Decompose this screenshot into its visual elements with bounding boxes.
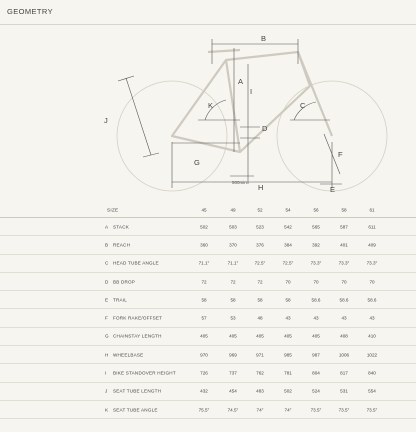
row-value: 58.6 xyxy=(339,297,349,303)
size-col: 45 xyxy=(201,207,207,213)
row-value: 57 xyxy=(201,315,207,321)
row-value: 726 xyxy=(200,370,208,376)
row-letter: I xyxy=(105,370,107,376)
row-value: 58.6 xyxy=(367,297,377,303)
row-label: STACK xyxy=(113,224,129,230)
row-value: 405 xyxy=(256,333,264,339)
min-label: 500min xyxy=(232,180,247,185)
row-value: 43 xyxy=(313,315,319,321)
label-d: D xyxy=(262,124,268,133)
row-value: 1006 xyxy=(338,352,350,358)
row-label: WHEELBASE xyxy=(113,352,144,358)
row-value: 71.1° xyxy=(198,260,210,266)
table-row xyxy=(0,236,416,254)
row-letter: C xyxy=(105,260,109,266)
table-row xyxy=(0,401,416,419)
row-value: 985 xyxy=(284,352,292,358)
table-row xyxy=(0,218,416,236)
table-row xyxy=(0,273,416,291)
row-value: 611 xyxy=(368,224,376,230)
row-value: 75.5° xyxy=(198,407,210,413)
row-value: 72.5° xyxy=(282,260,294,266)
row-value: 969 xyxy=(229,352,237,358)
row-value: 524 xyxy=(312,388,320,394)
row-value: 73.3° xyxy=(310,260,322,266)
row-value: 74° xyxy=(284,407,292,413)
row-value: 971 xyxy=(256,352,264,358)
row-value: 409 xyxy=(368,242,376,248)
row-value: 401 xyxy=(340,242,348,248)
row-value: 70 xyxy=(341,279,347,285)
row-value: 987 xyxy=(312,352,320,358)
row-value: 762 xyxy=(256,370,264,376)
header xyxy=(0,0,416,25)
row-value: 410 xyxy=(368,333,376,339)
row-value: 58.6 xyxy=(311,297,321,303)
row-value: 483 xyxy=(256,388,264,394)
row-value: 58 xyxy=(257,297,263,303)
table-row xyxy=(0,383,416,401)
row-letter: D xyxy=(105,279,109,285)
label-j: J xyxy=(104,116,108,125)
size-col: 52 xyxy=(257,207,263,213)
row-value: 804 xyxy=(312,370,320,376)
row-value: 781 xyxy=(284,370,292,376)
row-label: REACH xyxy=(113,242,131,248)
row-value: 565 xyxy=(312,224,320,230)
page-title: GEOMETRY xyxy=(7,7,53,16)
row-value: 73.5° xyxy=(366,407,378,413)
label-e: E xyxy=(330,185,336,194)
dimension-lines xyxy=(118,39,342,188)
label-h: H xyxy=(258,183,264,192)
row-value: 73.3° xyxy=(338,260,350,266)
label-c: C xyxy=(300,101,306,110)
table-row xyxy=(0,328,416,346)
row-value: 43 xyxy=(341,315,347,321)
row-value: 73.5° xyxy=(338,407,350,413)
row-value: 72 xyxy=(201,279,207,285)
row-letter: A xyxy=(105,224,109,230)
row-value: 72 xyxy=(257,279,263,285)
row-value: 502 xyxy=(200,224,208,230)
row-letter: J xyxy=(105,388,108,394)
row-value: 71.1° xyxy=(227,260,239,266)
row-value: 73.5° xyxy=(310,407,322,413)
row-value: 817 xyxy=(340,370,348,376)
row-letter: K xyxy=(105,407,109,413)
row-value: 384 xyxy=(284,242,292,248)
table-row xyxy=(0,291,416,309)
row-value: 360 xyxy=(200,242,208,248)
row-value: 587 xyxy=(340,224,348,230)
size-col: 61 xyxy=(369,207,375,213)
row-value: 70 xyxy=(369,279,375,285)
row-label: SEAT TUBE LENGTH xyxy=(113,388,162,394)
row-value: 376 xyxy=(256,242,264,248)
row-value: 405 xyxy=(312,333,320,339)
row-value: 1022 xyxy=(366,352,378,358)
row-value: 43 xyxy=(285,315,291,321)
row-value: 58 xyxy=(201,297,207,303)
row-value: 737 xyxy=(229,370,237,376)
table-header xyxy=(0,203,416,218)
bike-frame xyxy=(172,50,332,152)
row-value: 432 xyxy=(200,388,208,394)
label-a: A xyxy=(238,77,244,86)
row-value: 503 xyxy=(229,224,237,230)
row-value: 542 xyxy=(284,224,292,230)
label-b: B xyxy=(261,34,267,43)
row-value: 392 xyxy=(312,242,320,248)
table-row xyxy=(0,255,416,273)
label-g: G xyxy=(194,158,200,167)
row-value: 74.5° xyxy=(227,407,239,413)
label-k: K xyxy=(208,101,214,110)
row-value: 840 xyxy=(368,370,376,376)
label-i: I xyxy=(250,87,253,96)
row-value: 408 xyxy=(340,333,348,339)
size-col: 58 xyxy=(341,207,347,213)
row-value: 523 xyxy=(256,224,264,230)
row-value: 72 xyxy=(230,279,236,285)
row-value: 454 xyxy=(229,388,237,394)
geometry-diagram xyxy=(0,24,416,200)
row-value: 502 xyxy=(284,388,292,394)
row-label: HEAD TUBE ANGLE xyxy=(113,260,159,266)
row-letter: E xyxy=(105,297,109,303)
row-value: 554 xyxy=(368,388,376,394)
row-label: TRAIL xyxy=(113,297,128,303)
row-label: FORK RAKE/OFFSET xyxy=(113,315,163,321)
row-letter: H xyxy=(105,352,109,358)
geometry-table xyxy=(0,203,416,419)
row-label: BB DROP xyxy=(113,279,136,285)
table-row xyxy=(0,346,416,364)
row-value: 405 xyxy=(229,333,237,339)
size-header: SIZE xyxy=(107,207,119,213)
size-col: 54 xyxy=(285,207,291,213)
row-value: 74° xyxy=(256,407,264,413)
size-col: 56 xyxy=(313,207,319,213)
row-label: CHAINSTAY LENGTH xyxy=(113,333,162,339)
row-label: SEAT TUBE ANGLE xyxy=(113,407,158,413)
label-f: F xyxy=(338,150,343,159)
row-value: 53 xyxy=(230,315,236,321)
row-value: 70 xyxy=(313,279,319,285)
row-letter: G xyxy=(105,333,109,339)
row-value: 405 xyxy=(284,333,292,339)
row-label: BIKE STANDOVER HEIGHT xyxy=(113,370,176,376)
row-value: 43 xyxy=(369,315,375,321)
row-value: 531 xyxy=(340,388,348,394)
row-value: 73.3° xyxy=(366,260,378,266)
row-value: 58 xyxy=(230,297,236,303)
row-value: 370 xyxy=(229,242,237,248)
table-row xyxy=(0,309,416,327)
row-value: 72.5° xyxy=(254,260,266,266)
row-value: 405 xyxy=(200,333,208,339)
row-value: 970 xyxy=(200,352,208,358)
table-row xyxy=(0,364,416,382)
row-value: 58 xyxy=(285,297,291,303)
row-value: 70 xyxy=(285,279,291,285)
row-letter: F xyxy=(105,315,108,321)
row-letter: B xyxy=(105,242,109,248)
size-col: 49 xyxy=(230,207,236,213)
row-value: 48 xyxy=(257,315,263,321)
